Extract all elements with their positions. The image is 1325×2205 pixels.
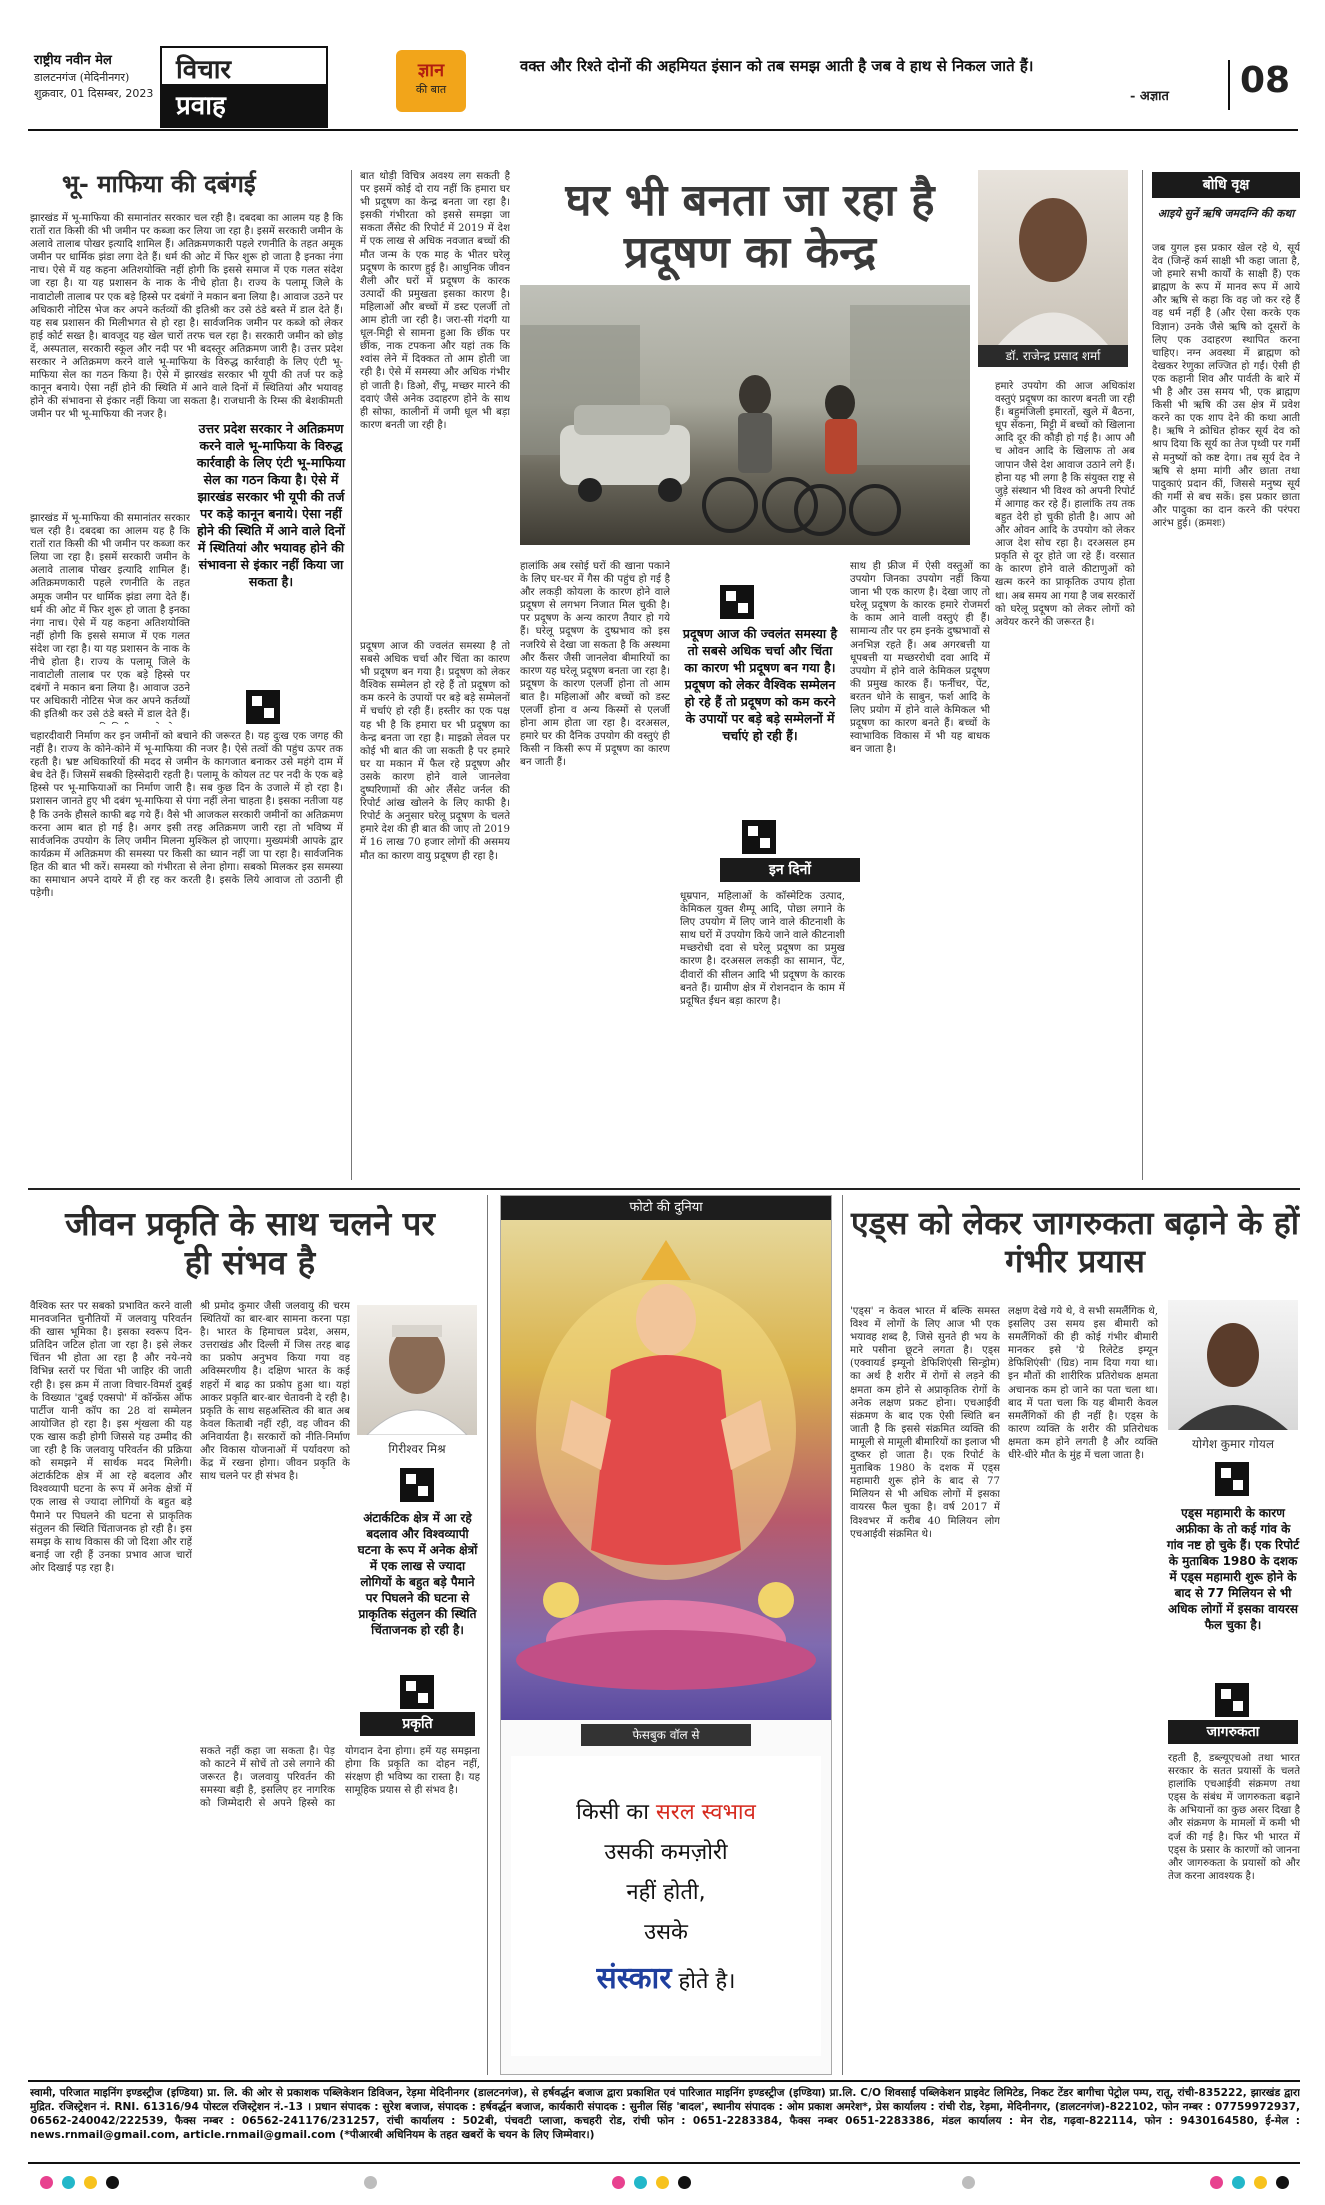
goddess-illustration bbox=[501, 1220, 831, 1720]
quote-line-5b: होते है। bbox=[671, 1969, 736, 1994]
dot-gray-2 bbox=[962, 2176, 975, 2189]
article2-body-col1: बात थोड़ी विचित्र अवश्य लग सकती है पर इसमें कोई दो राय नहीं कि हमारा घर भी प्रदूषण का केन्द्र बनता जा रहा है। इसकी गंभीरता को इससे समझा जा सकता लैंसेट की रिपोर्ट में 2019 में देश में एक लाख से अधिक नवजात बच्चों की मौत जन्म के एक माह के भीतर घरेलू प्रदूषण के कारण हुई है। आधुनिक जीवन शैली और घरों में प्रदूषण के कारक उत्पादों की प्रमुखता इसका कारण है। महिलाओं और बच्चों में डस्ट एलर्जी तो आम होती जा रही है। जरा-सी गंदगी या धूल-मिट्टी से सामना हुआ कि छींक पर छींक, नाक टपकना और यहां तक कि श्वांस लेने में दिक्कत तो आम होती जा रही है। ऐसे में समस्या और अधिक गंभीर हो जाती है। डिओ, शैंपू, मच्छर मारने की दवाएं जैसे अनेक उदाहरण होने के साथ ही सोफा, कालीनों में जमी धूल भी बड़ा कारण बनती जा रही है। bbox=[360, 171, 510, 431]
photo-world-title: फोटो की दुनिया bbox=[501, 1196, 831, 1220]
section-title-2: प्रवाह bbox=[162, 84, 326, 126]
article2-pull-quote: प्रदूषण आज की ज्वलंत समस्या है तो सबसे अधिक चर्चा और चिंता का कारण भी प्रदूषण बन गया है। प्रदूषण को लेकर वैश्विक सम्मेलन हो रहे हैं तो प्रदूषण को कम करने के उपायों पर बड़े बड़े सम्मेलनों में चर्चाएं हो रही हैं। bbox=[682, 626, 838, 743]
footer-bottom-rule bbox=[28, 2162, 1300, 2164]
bodh-subtitle: आइये सुनें ऋषि जमदग्नि की कथा bbox=[1157, 207, 1295, 220]
quote-line-3: नहीं होती, bbox=[626, 1880, 706, 1905]
article2-author-name: डॉ. राजेन्द्र प्रसाद शर्मा bbox=[978, 345, 1128, 367]
gyan-badge-line2: की बात bbox=[415, 83, 447, 96]
quote-line-1b: सरल स्वभाव bbox=[655, 1800, 756, 1825]
dot-yellow-2 bbox=[656, 2176, 669, 2189]
quote-line-4: उसके bbox=[644, 1920, 688, 1945]
article3-pull-quote: अंटार्कटिक क्षेत्र में आ रहे बदलाव और विश्वव्यापी घटना के रूप में अनेक क्षेत्रों में एक लाख से ज्यादा लोगियों के बहुत बड़े पैमाने पर पिघलने की घटना से प्राकृतिक संतुलन की स्थिति चिंताजनक हो रही है। bbox=[357, 1511, 478, 1637]
date-line: शुक्रवार, 01 दिसम्बर, 2023 bbox=[34, 87, 154, 100]
photo-world-quote bbox=[511, 1756, 821, 2056]
article4-body-col3: रहती है, डब्ल्यूएचओ तथा भारत सरकार के सतत प्रयासों के चलते हालांकि एचआईवी संक्रमण तथा एड्स के संबंध में जागरुकता बढ़ाने के अभियानों का कुछ असर दिखा है और संक्रमण के मामलों में कमी भी दर्ज की गई है। फिर भी भारत में एड्स के प्रसार के कारणों को जानना और जागरुकता के प्रयासों को और तेज करना आवश्यक है। bbox=[1168, 1753, 1300, 1882]
footer-imprint: स्वामी, परिजात माइनिंग इण्डस्ट्रीज (इण्डिया) प्रा. लि. की ओर से प्रकाशक पब्लिकेशन डिविजन, रेड़मा मेदिनीनगर (डालटनगंज), से हर्षवर्द्धन बजाज द्वारा प्रकाशित एवं पारिजात माइनिंग इण्डस्ट्रीज (इण्डिया) प्रा.लि. C/O शिवसाईं पब्लिकेशन प्राइवेट लिमिटेड, निकट टेंडर बागीचा पेट्रोल पम्प, रातू, रांची-835222, झारखंड द्वारा मुद्रित. रजिस्ट्रेशन नं. RNI. 61316/94 पोस्टल रजिस्ट्रेशन नं.-13 । प्रधान संपादक : सुरेश बजाज, संपादक : हर्षवर्द्धन बजाज, कार्यकारी संपादक : सुनील सिंह 'बादल', स्थानीय संपादक : ओम प्रकाश अमरेश*, प्रेस कार्यालय : रांची रोड, रेड़मा, मेदिनीनगर, (डालटनगंज)-822102, फोन नम्बर : 07759972937, 06562-240042/222539, फैक्स नम्बर : 06562-241176/231257, रांची कार्यालय : 502बी, पंचवटी प्लाजा, कचहरी रोड, रांची फोन : 0651-2283384, फैक्स नम्बर 0651-2283386, मंडल कार्यालय : मेन रोड, गढ़वा-822114, फोन : 9430164580, ई-मेल : news.rnmail@gmail.com, article.rnmail@gmail.com (*पीआरबी अधिनियम के तहत खबरों के चयन के लिए जिम्मेवार।) bbox=[30, 2087, 1300, 2141]
masthead bbox=[0, 0, 1325, 130]
gyan-badge bbox=[396, 50, 466, 112]
article1-body-left-narrow bbox=[30, 512, 190, 724]
quote-line-1a: किसी का bbox=[576, 1800, 656, 1825]
dot-teal-3 bbox=[1232, 2176, 1245, 2189]
article3-author-photo bbox=[357, 1305, 477, 1435]
quote-line-1 bbox=[511, 1796, 821, 1826]
article2-marker-icon-2 bbox=[742, 820, 776, 854]
article4-author-name: योगेश कुमार गोयल bbox=[1192, 1437, 1274, 1451]
divider-3 bbox=[487, 1195, 488, 2075]
dot-black bbox=[106, 2176, 119, 2189]
article3-body-col1: वैश्विक स्तर पर सबको प्रभावित करने वाली मानवजनित चुनौतियों में जलवायु परिवर्तन की खास भूमिका है। इसका स्वरूप दिन-प्रतिदिन जटिल होता जा रहा है। इसे लेकर चिंतन भी होता आ रहा है और नये-नये विभिन्न स्तरों पर चिंता भी जाहिर की जाती रही है। इस क्रम में ताजा विचार-विमर्श दुबई के विख्यात 'दुबई एक्सपो' में कॉन्फ्रेंस ऑफ पार्टीज यानी कॉप का 28 वां सम्मेलन आयोजित हो रहा है। इस शृंखला की यह एक खास कड़ी होगी जिससे यह उम्मीद की जा रही है कि जलवायु परिवर्तन की प्रक्रिया को समझने में सार्थक मदद मिलेगी। अंटार्कटिक क्षेत्र में आ रहे बदलाव और विश्वव्यापी घटना के रूप में अनेक क्षेत्रों में एक लाख से ज्यादा लोगियों के बहुत बड़े पैमाने पर पिघलने की घटना से प्राकृतिक संतुलन की स्थिति चिंताजनक हो रही है। इस समझ के साथ विकास की जो दिशा और राहें बनाई जा रही हैं उनका प्रभाव आज चारों ओर दिखाई पड़ रहा है। bbox=[30, 1301, 192, 1574]
article3-author-name: गिरीश्वर मिश्र bbox=[388, 1442, 446, 1456]
article2-body-col3: धूम्रपान, महिलाओं के कॉस्मेटिक उत्पाद, केमिकल युक्त शैम्पू आदि, पोछा लगाने के लिए उपयोग में लिए जाने वाले कीटनाशी के साथ घरों में उपयोग किये जाने वाले कीटनाशी मच्छरोधी दवा से घरेलू प्रदूषण का प्रमुख कारण है। दरअसल लकड़ी का सामान, पेंट, दीवारों की सीलन आदि भी प्रदूषण के कारक बनते हैं। ग्रामीण क्षेत्र में रोशनदान के काम में प्रदूषित ईंधन बड़ा कारण है। bbox=[680, 891, 845, 1007]
divider-4 bbox=[842, 1195, 843, 2075]
article3-tag: प्रकृति bbox=[360, 1712, 475, 1736]
dot-yellow-3 bbox=[1254, 2176, 1267, 2189]
print-marks bbox=[0, 2170, 1325, 2200]
article1-body-col1: झारखंड में भू-माफिया की समानांतर सरकार चल रही है। दबदबा का आलम यह है कि रातों रात किसी की भी जमीन पर कब्जा कर लिया जा रहा है। इसमें सरकारी जमीन के अलावे तालाब पोखर इत्यादि शामिल हैं। अतिक्रमणकारी पहले रणनीति के तहत अमूक जमीन पर धार्मिक झंडा लगा देते हैं। धर्म की ओट में फिर शुरू हो जाता है इनका नंगा नाच। ऐसे में यह कहना अतिशयोक्ति नहीं होगी कि इससे समाज में एक गलत संदेश जा रहा है। या यह प्रशासन के नाक के नीचे होता है। राज्य के पलामू जिले के नावाटोली तालाब पर एक बड़े हिस्से पर दबंगों ने मकान बना लिया है। आवाज उठने पर अधिकारी नोटिस भेज कर अपने कर्तव्यों की इतिश्री कर उसे ठंडे बस्ते में डाल देते हैं। यह सब प्रशासन की मिलीभगत से हो रहा है। सार्वजनिक जमीन पर कब्जे को लेकर हाई कोर्ट सख्त है। बावजूद यह खेल चारों तरफ चल रहा है। सरकारी जमीन को छोड़ दें, अस्पताल, सरकारी स्कूल और नदी पर भी बदस्तूर अतिक्रमण जारी है। उत्तर प्रदेश सरकार ने अतिक्रमण करने वाले भू-माफिया के विरुद्ध कार्रवाही के लिए एंटी भू-माफिया सेल का गठन किया है। ऐसे में झारखंड सरकार भी यूपी की तर्ज पर कड़े कानून बनाये। ऐसा नहीं होने की स्थिति में आने वाले दिनों में स्थितियां और भयावह होने की संभावना से इंकार नहीं किया जा सकता है। राजधानी के रिम्स की बेशकीमती जमीन पर भी भू-माफिया की नजर है। bbox=[30, 213, 343, 421]
author-portrait-2 bbox=[357, 1305, 477, 1435]
article3-body-col2: श्री प्रमोद कुमार जैसी जलवायु की चरम स्थितियों का बार-बार सामना करना पड़ा है। भारत के हिमाचल प्रदेश, असम, उत्तराखंड और दिल्ली में जिस तरह बाढ़ का प्रकोप अनुभव किया गया वह अविस्मरणीय है। दक्षिण भारत के कई शहरों में बाढ़ का प्रकोप हुआ था। यहां आकर प्रकृति बार-बार चेतावनी दे रही है। प्रकृति के साथ सहअस्तित्व की बात अब केवल किताबी नहीं रही, वह जीवन की अनिवार्यता है। सरकारों को नीति-निर्माण और विकास योजनाओं में पर्यावरण को केंद्र में रखना होगा। जीवन प्रकृति के साथ चलने पर ही संभव है। bbox=[200, 1301, 350, 1483]
dot-black-3 bbox=[1276, 2176, 1289, 2189]
article1-marker-icon bbox=[246, 690, 280, 724]
photo-world-panel bbox=[500, 1195, 832, 2075]
author-portrait-3 bbox=[1168, 1300, 1298, 1430]
section-title-1: विचार bbox=[176, 55, 232, 85]
divider-2 bbox=[1142, 170, 1143, 1180]
dot-yellow bbox=[84, 2176, 97, 2189]
article1-pull-quote: उत्तर प्रदेश सरकार ने अतिक्रमण करने वाले भू-माफिया के विरुद्ध कार्रवाही के लिए एंटी भू-माफिया सेल का गठन किया है। ऐसे में झारखंड सरकार भी यूपी की तर्ज पर कड़े कानून बनाये। ऐसा नहीं होने की स्थिति में आने वाले दिनों में स्थितियां और भयावह होने की संभावना से इंकार नहीं किया जा सकता है। bbox=[196, 421, 346, 589]
article1-body-narrow-text: झारखंड में भू-माफिया की समानांतर सरकार चल रही है। दबदबा का आलम यह है कि रातों रात किसी की भी जमीन पर कब्जा कर लिया जा रहा है। इसमें सरकारी जमीन के अलावे तालाब पोखर इत्यादि शामिल हैं। अतिक्रमणकारी पहले रणनीति के तहत अमूक जमीन पर धार्मिक झंडा लगा देते हैं। धर्म की ओट में फिर शुरू हो जाता है इनका नंगा नाच। ऐसे में यह कहना अतिशयोक्ति नहीं होगी कि इससे समाज में एक गलत संदेश जा रहा है। या यह प्रशासन के नाक के नीचे होता है। राज्य के पलामू जिले के नावाटोली तालाब पर एक बड़े हिस्से पर दबंगों ने मकान बना लिया है। आवाज उठने पर अधिकारी नोटिस भेज कर अपने कर्तव्यों की इतिश्री कर उसे ठंडे बस्ते में डाल देते हैं। bbox=[30, 513, 190, 721]
dot-pink-3 bbox=[1210, 2176, 1223, 2189]
dot-teal-2 bbox=[634, 2176, 647, 2189]
article2-author-photo bbox=[978, 170, 1128, 345]
dot-black-2 bbox=[678, 2176, 691, 2189]
article4-marker-icon-2 bbox=[1215, 1683, 1249, 1717]
masthead-rule bbox=[28, 129, 1298, 131]
article4-marker-icon bbox=[1215, 1462, 1249, 1496]
divider-1 bbox=[351, 170, 352, 1180]
article1-body-col2: चहारदीवारी निर्माण कर इन जमीनों को बचाने की जरूरत है। यह दुःख एक जगह की नहीं है। राज्य के कोने-कोने में भू-माफिया की नजर है। ऐसे तत्वों की पहुंच ऊपर तक रहती है। भ्रष्ट अधिकारियों की मदद से जमीन के कागजात बनाकर उसे महंगे दाम में बेच देते हैं। जिसमें सबकी हिस्सेदारी रहती है। पलामू के कोयल तट पर नदी के एक बड़े हिस्से पर भू-माफियाओं का निर्माण जारी है। सब कुछ दिन के उजाले में हो रहा है। प्रशासन जानते हुए भी दबंग भू-माफिया से पंगा नहीं लेना चाहता है। इसका नतीजा यह है कि उनके हौसले काफी बढ़ गये हैं। वैसे भी आजकल सरकारी जमीनों का अतिक्रमण करना आम बात हो गई है। अगर इसी तरह अतिक्रमण जारी रहा तो भविष्य में सार्वजनिक उपयोग के लिए जमीन मिलना मुश्किल हो जाएगा। मुख्यमंत्री आपके द्वार कार्यक्रम में अतिक्रमण की समस्या पर किसी का ध्यान नहीं जा पा रहा है। सार्वजनिक हित की बात भी करें। समस्या को गंभीरता से लेना होगा। सबको मिलकर इस समस्या का समाधान अपने दायरे में ही रह कर करती है। इसके लिये आवाज तो उठानी ही पड़ेगी। bbox=[30, 731, 343, 900]
dot-gray-1 bbox=[364, 2176, 377, 2189]
author-portrait bbox=[978, 170, 1128, 345]
upper-section-rule bbox=[28, 1188, 1300, 1190]
article4-body-col2: लक्षण देखे गये थे, वे सभी समलैंगिक थे, इसलिए उस समय इस बीमारी को समलैंगिकों की ही कोई गंभीर बीमारी मानकर इसे 'ग्रे रिलेटेड इम्यून डेफिशिएंसी' (ग्रिड) नाम दिया गया था। इन मौतों की शारीरिक प्रतिरोधक क्षमता अचानक कम हो जाने का पता चला था। बाद में पता चला कि यह बीमारी केवल समलैंगिकों की ही नहीं है। एड्स के कारण व्यक्ति के शरीर की प्रतिरोधक क्षमता कम होने लगती है और व्यक्ति धीरे-धीरे मौत के मुंह में चला जाता है। bbox=[1008, 1306, 1158, 1462]
article4-body-col1: 'एड्स' न केवल भारत में बल्कि समस्त विश्व में लोगों के लिए आज भी एक भयावह शब्द है, जिसे सुनते ही भय के मारे पसीना छूटने लगता है। एड्स (एक्वायर्ड इम्यूनो डेफिशिएंसी सिन्ड्रोम) का अर्थ है शरीर में रोगों से लड़ने की क्षमता कम होने से अप्राकृतिक रोगों के अनेक लक्षण प्रकट होना। एचआईवी संक्रमण के बाद एक ऐसी स्थिति बन जाती है कि इससे संक्रमित व्यक्ति की मामूली से मामूली बीमारियों का इलाज भी दुष्कर हो जाता है। एक रिपोर्ट के मुताबिक 1980 के दशक में एड्स महामारी शुरू होने के बाद से 77 मिलियन से भी अधिक लोगों में इसका वायरस फैल चुका है। वर्ष 2017 में विश्वभर में करीब 40 मिलियन लोग एचआईवी संक्रमित थे। bbox=[850, 1306, 1000, 1540]
article4-pull-quote: एड्स महामारी के कारण अफ्रीका के तो कई गांव के गांव नष्ट हो चुके हैं। एक रिपोर्ट के मुताबिक 1980 के दशक में एड्स महामारी शुरू होने के बाद से 77 मिलियन से भी अधिक लोगों में इसका वायरस फैल चुका है। bbox=[1166, 1506, 1300, 1632]
page-number: 08 bbox=[1228, 60, 1310, 110]
article1-headline: भू- माफिया की दबंगई bbox=[62, 169, 256, 198]
traffic-scene-illustration bbox=[520, 285, 970, 545]
article4-tag: जागरुकता bbox=[1168, 1720, 1298, 1744]
dot-teal bbox=[62, 2176, 75, 2189]
quote-line-5a: संस्कार bbox=[596, 1961, 672, 1996]
article2-body-col2: हालांकि अब रसोई घरों की खाना पकाने के लिए घर-घर में गैस की पहुंच हो गई है और लकड़ी कोयला के कारण होने वाले प्रदूषण से लगभग निजात मिल चुकी है। पर प्रदूषण के अन्य कारण तैयार हो गये हैं। घरेलू प्रदूषण के दुष्प्रभाव को इस नजरिये से देखा जा सकता है कि अस्थमा और कैंसर जैसी जानलेवा बीमारियों का कारण यह घरेलू प्रदूषण बनता जा रहा है। प्रदूषण के कारण एलर्जी होना तो आम बात है। महिलाओं और बच्चों को डस्ट एलर्जी होना व अन्य किस्मों से एलर्जी होना आम होता जा रहा है। दरअसल, हमारे घर की दैनिक उपयोग की वस्तुएं ही किसी न किसी रूप में प्रदूषण का कारण बन जाती हैं। bbox=[520, 561, 670, 769]
pollution-photo bbox=[520, 285, 970, 545]
article3-body-col3: सकते नहीं कहा जा सकता है। पेड़ को काटने में सोचें तो उसे लगाने की जरूरत है। जलवायु परिवर्तन की समस्या बड़ी है, इसलिए हर नागरिक को जिम्मेदारी से अपने हिस्से का योगदान देना होगा। हमें यह समझना होगा कि प्रकृति का दोहन नहीं, संरक्षण ही भविष्य का रास्ता है। यह सामूहिक प्रयास से ही संभव है। bbox=[200, 1746, 480, 1810]
article2-tag: इन दिनों bbox=[720, 858, 860, 882]
dot-pink-2 bbox=[612, 2176, 625, 2189]
quote-author: - अज्ञात bbox=[1130, 89, 1169, 104]
city-line: डालटनगंज (मेदिनीनगर) bbox=[34, 71, 130, 84]
article4-author-photo bbox=[1168, 1300, 1298, 1430]
article2-marker-icon bbox=[720, 585, 754, 619]
section-box bbox=[160, 46, 328, 128]
article2-body-col4: साथ ही फ्रीज में ऐसी वस्तुओं का उपयोग जिनका उपयोग नहीं किया जाना भी एक कारण है। देखा जाए तो घरेलू प्रदूषण के कारक हमारे रोजमर्रा के काम आने वाली वस्तुएं ही हैं। सामान्य तौर पर हम इनके दुष्प्रभावों से अनभिज्ञ रहते हैं। अब अगरबत्ती या धूपबत्ती या मच्छररोधी दवा आदि में उपयोग में होने वाले केमिकल प्रदूषण की प्रमुख कारक हैं। फर्नीचर, पेंट, बरतन धोने के साबुन, फर्श आदि के लिए प्रयोग में होने वाले केमिकल भी प्रदूषण का कारण बनते हैं। बच्चों के स्वाभाविक विकास में भी यह बाधक बन जाता है। bbox=[850, 561, 990, 756]
bodh-title: बोधि वृक्ष bbox=[1152, 172, 1300, 198]
bodh-body: जब युगल इस प्रकार खेल रहे थे, सूर्य देव (जिन्हें कर्म साक्षी भी कहा जाता है, जो हमारे सभी कार्यों के साक्षी हैं) एक ब्राह्मण के रूप में मानव रूप में आये और ऋषि से कहा कि वह जो कर रहे हैं वह धर्म नहीं है (और ऐसा करके एक विज्ञान) उनके जैसे ऋषि को दूसरों के लिए एक उदाहरण स्थापित करना चाहिए। नग्न अवस्था में ब्राह्मण को देखकर रेणुका लज्जित हो गईं। ऐसी ही एक कहानी शिव और पार्वती के बारे में भी है और उस समय भी, एक ब्राह्मण किसी भी ऋषि की उस क्षेत्र में प्रवेश करने का एक शाप देने की कथा आती है। ऋषि ने क्रोधित होकर सूर्य देव को श्राप दिया कि सूर्य का तेज पृथ्वी पर गर्मी से मनुष्यों को कष्ट देगा। तब सूर्य देव ने ऋषि से क्षमा मांगी और छाता तथा पादुकाएं प्रदान कीं, जिससे मनुष्य सूर्य की गर्मी से बच सकें। इस प्रकार छाता और पादुका का दान करने की परंपरा आरंभ हुई। (क्रमशः) bbox=[1152, 243, 1300, 529]
article2-body-col1b: प्रदूषण आज की ज्वलंत समस्या है तो सबसे अधिक चर्चा और चिंता का कारण भी प्रदूषण बन गया है। प्रदूषण को लेकर वैश्विक सम्मेलन हो रहे हैं तो प्रदूषण को कम करने के उपायों पर बड़े बड़े सम्मेलनों में चर्चाएं हो रही हैं। हस्तीर का एक पक्ष यह भी है कि हमारा घर भी प्रदूषण का केन्द्र बनता जा रहा है। माइक्रो लेवल पर कोई भी बात की जा सकती है पर हमारे घर या मकान में फैल रहे प्रदूषण और उसके कारण होने वाले जानलेवा दुष्परिणामों की ओर लैंसेट जर्नल की रिपोर्ट आंख खोलने के लिए काफी है। रिपोर्ट के अनुसार घरेलू प्रदूषण के चलते हमारे देश की ही बात की जाए तो 2019 में 16 लाख 70 हजार लोगों की असमय मौत का कारण वायु प्रदूषण ही रहा है। bbox=[360, 641, 510, 862]
article3-marker-icon bbox=[400, 1468, 434, 1502]
quote-line-2: उसकी कमज़ोरी bbox=[604, 1840, 728, 1865]
article3-headline: जीवन प्रकृति के साथ चलने पर ही संभव है bbox=[65, 1204, 435, 1282]
article4-headline: एड्स को लेकर जागरुकता बढ़ाने के हों गंभीर प्रयास bbox=[851, 1204, 1299, 1280]
article3-marker-icon-2 bbox=[400, 1675, 434, 1709]
goddess-picture bbox=[501, 1220, 831, 1720]
dot-pink bbox=[40, 2176, 53, 2189]
quote-line-5 bbox=[511, 1956, 821, 1997]
article2-headline: घर भी बनता जा रहा है प्रदूषण का केन्द्र bbox=[565, 175, 935, 278]
photo-world-credit: फेसबुक वॉल से bbox=[581, 1724, 751, 1746]
daily-quote: वक्त और रिश्ते दोनों की अहमियत इंसान को तब समझ आती है जब वे हाथ से निकल जाते हैं। bbox=[520, 57, 1034, 75]
paper-name: राष्ट्रीय नवीन मेल bbox=[34, 53, 112, 68]
gyan-badge-line1: ज्ञान bbox=[417, 60, 445, 81]
article2-body-col5: हमारे उपयोग की आज अधिकांश वस्तुएं प्रदूषण का कारण बनती जा रही हैं। बहुमंजिली इमारतों, खुले में बैठना, धूप सेंकना, मिट्टी में बच्चों को खिलाना आदि दूर की कौड़ी हो गई है। आप औ च ओवन आदि के खिलाफ तो अब जापान जैसे देश आवाज उठाने लगे हैं। होना यह भी लगा है कि संयुक्त राष्ट्र से जुड़े संस्थान भी विश्व को अपनी रिपोर्ट में आगाह कर रहे हैं। हालांकि तय तक बहुत देरी हो चुकी होती है। आप ओ और ओवन आदि के उपयोग को लेकर आज देश सोच रहा है। दरअसल हम प्रकृति से दूर होते जा रहे हैं। वरसात के कारण होने वाले कीटाणुओं को खत्म करने का प्राकृतिक उपाय होता था। अब समय आ गया है जब सरकारों को घरेलू प्रदूषण को लेकर लोगों को अवेयर करने की जरूरत है। bbox=[995, 381, 1135, 628]
footer-rule bbox=[28, 2080, 1300, 2082]
